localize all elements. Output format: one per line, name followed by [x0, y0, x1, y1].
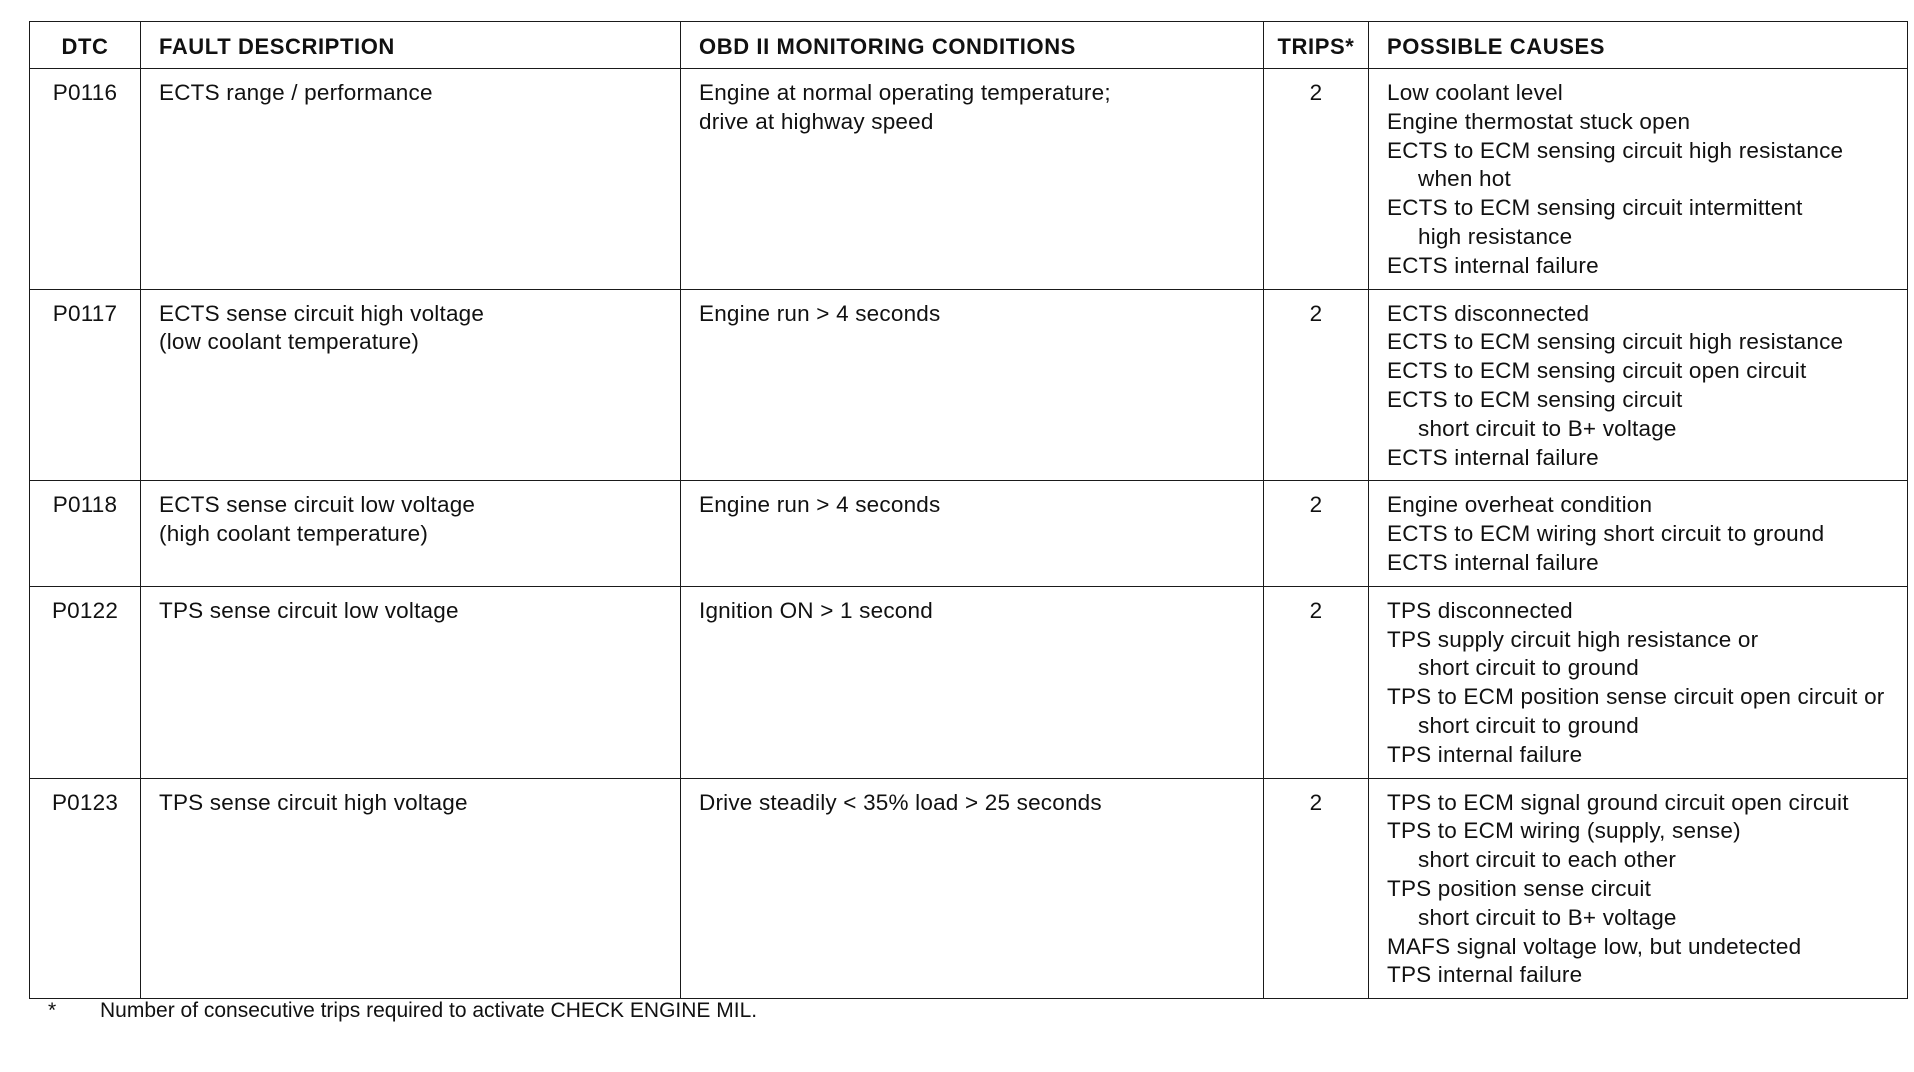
- condition-line: Drive steadily < 35% load > 25 seconds: [699, 789, 1102, 815]
- dtc-code: P0123: [30, 778, 141, 999]
- cause-line-continued: when hot: [1418, 166, 1511, 192]
- cause-line: ECTS internal failure: [1387, 444, 1599, 470]
- cause-line: TPS position sense circuit: [1387, 875, 1652, 901]
- cause-line-continued: short circuit to B+ voltage: [1418, 415, 1677, 441]
- cause-line-continued: short circuit to each other: [1418, 847, 1677, 873]
- cause-line: ECTS internal failure: [1387, 549, 1599, 575]
- cause-line: ECTS to ECM sensing circuit: [1387, 386, 1683, 412]
- cause-line: TPS to ECM position sense circuit open circuit or: [1387, 684, 1885, 710]
- table-header-row: [30, 22, 1908, 69]
- possible-causes: [1369, 289, 1908, 481]
- condition-line: Ignition ON > 1 second: [699, 597, 933, 623]
- fault-line: TPS sense circuit low voltage: [159, 597, 459, 623]
- monitoring-conditions: [681, 586, 1264, 778]
- fault-description: [141, 69, 681, 290]
- table-row: [30, 586, 1908, 778]
- header-dtc: DTC: [30, 22, 141, 69]
- cause-line: ECTS to ECM sensing circuit intermittent: [1387, 195, 1803, 221]
- possible-causes: [1369, 481, 1908, 586]
- footnote-marker: *: [48, 999, 57, 1022]
- trips-count: 2: [1264, 481, 1369, 586]
- fault-line: ECTS sense circuit low voltage: [159, 492, 476, 518]
- cause-line: TPS disconnected: [1387, 597, 1573, 623]
- header-trips: TRIPS*: [1264, 22, 1369, 69]
- cause-line: ECTS to ECM wiring short circuit to ground: [1387, 521, 1825, 547]
- dtc-table: [29, 21, 1908, 999]
- monitoring-conditions: [681, 481, 1264, 586]
- monitoring-conditions: [681, 289, 1264, 481]
- footnote-text: Number of consecutive trips required to activate CHECK ENGINE MIL.: [100, 999, 758, 1022]
- fault-line: (low coolant temperature): [159, 329, 420, 355]
- table-row: [30, 289, 1908, 481]
- header-fault-description: FAULT DESCRIPTION: [141, 22, 681, 69]
- cause-line: Low coolant level: [1387, 80, 1564, 105]
- cause-line: TPS supply circuit high resistance or: [1387, 626, 1759, 652]
- condition-line: Engine run > 4 seconds: [699, 300, 941, 326]
- footnote: [48, 998, 757, 1024]
- trips-count: 2: [1264, 289, 1369, 481]
- trips-count: 2: [1264, 586, 1369, 778]
- fault-line: ECTS sense circuit high voltage: [159, 300, 485, 326]
- possible-causes: [1369, 778, 1908, 999]
- cause-line: Engine overheat condition: [1387, 492, 1653, 518]
- monitoring-conditions: [681, 778, 1264, 999]
- monitoring-conditions: [681, 69, 1264, 290]
- possible-causes: [1369, 69, 1908, 290]
- fault-line: ECTS range / performance: [159, 80, 433, 105]
- table-row: [30, 778, 1908, 999]
- dtc-code: P0122: [30, 586, 141, 778]
- cause-line-continued: short circuit to ground: [1418, 712, 1639, 738]
- cause-line: TPS to ECM wiring (supply, sense): [1387, 818, 1741, 844]
- condition-line: Engine at normal operating temperature;: [699, 80, 1111, 105]
- cause-line: ECTS to ECM sensing circuit open circuit: [1387, 358, 1807, 384]
- condition-line: Engine run > 4 seconds: [699, 492, 941, 518]
- cause-line-continued: short circuit to B+ voltage: [1418, 904, 1677, 930]
- header-possible-causes: POSSIBLE CAUSES: [1369, 22, 1908, 69]
- header-monitoring-conditions: OBD II MONITORING CONDITIONS: [681, 22, 1264, 69]
- cause-line: ECTS disconnected: [1387, 300, 1590, 326]
- cause-line: TPS to ECM signal ground circuit open circuit: [1387, 789, 1849, 815]
- trips-count: 2: [1264, 69, 1369, 290]
- cause-line: ECTS to ECM sensing circuit high resistance: [1387, 329, 1844, 355]
- cause-line: MAFS signal voltage low, but undetected: [1387, 933, 1802, 959]
- fault-line: (high coolant temperature): [159, 521, 429, 547]
- fault-description: [141, 586, 681, 778]
- fault-description: [141, 289, 681, 481]
- possible-causes: [1369, 586, 1908, 778]
- cause-line: TPS internal failure: [1387, 962, 1583, 988]
- cause-line-continued: short circuit to ground: [1418, 655, 1639, 681]
- table-row: [30, 481, 1908, 586]
- cause-line: Engine thermostat stuck open: [1387, 108, 1691, 134]
- table-row: [30, 69, 1908, 290]
- fault-description: [141, 481, 681, 586]
- dtc-code: P0116: [30, 69, 141, 290]
- cause-line-continued: high resistance: [1418, 223, 1573, 249]
- dtc-code: P0118: [30, 481, 141, 586]
- cause-line: ECTS internal failure: [1387, 252, 1599, 278]
- fault-line: TPS sense circuit high voltage: [159, 789, 468, 815]
- trips-count: 2: [1264, 778, 1369, 999]
- cause-line: ECTS to ECM sensing circuit high resistance: [1387, 137, 1844, 163]
- cause-line: TPS internal failure: [1387, 741, 1583, 767]
- condition-line: drive at highway speed: [699, 108, 934, 134]
- dtc-code: P0117: [30, 289, 141, 481]
- fault-description: [141, 778, 681, 999]
